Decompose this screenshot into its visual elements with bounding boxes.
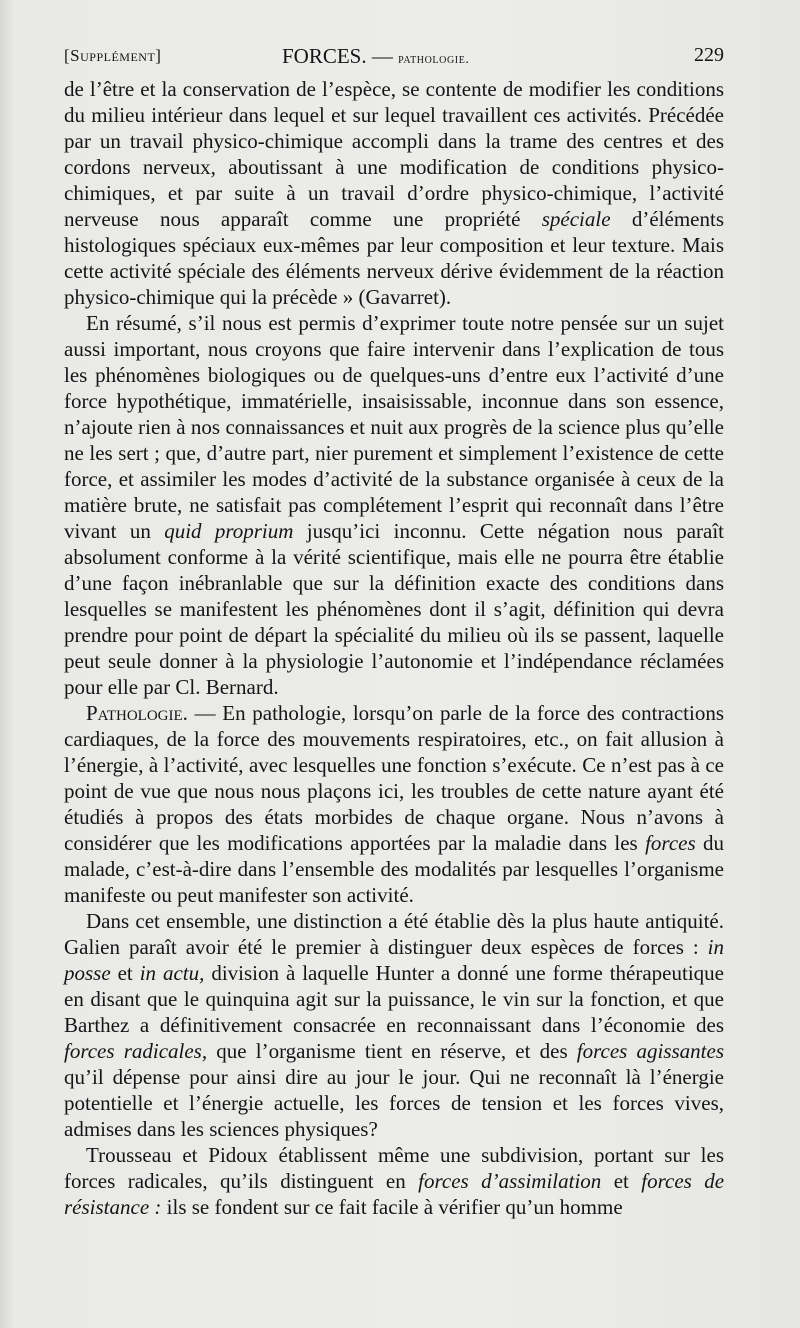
body-text xyxy=(64,76,724,1220)
p4-mid-2: division à laquelle Hunter a donné une forme thérapeutique en disant que le quinquina agit sur la puissance, le vin sur la fonction, et que Barthez a définitivement consacrée en reconnaissant dans l’économie des xyxy=(64,961,724,1037)
p1-text: de l’être et la conservation de l’espèce, se contente de modifier les conditions du milieu intérieur dans lequel et sur lequel travaillent ces activités. Précédée par un travail physico-chimique accompli dans la trame des centres et des cordons nerveux, aboutissant à une modification de conditions physico-chimiques, et par suite à un travail d’ordre physico-chimique, l’activité nerveuse nous apparaît comme une propriété xyxy=(64,77,724,231)
p5-emphasis-1: forces d’assimilation xyxy=(418,1169,602,1193)
p2-end: jusqu’ici inconnu. Cette négation nous paraît absolument conforme à la vérité scientifique, mais elle ne pourra être établie d’une façon inébranlable que sur la définition exacte des conditions dans lesquelles se manifestent les phénomènes dont il s’agit, définition qui devra prendre pour point de départ la spécialité du milieu où ils se passent, laquelle peut seule donner à la physiologie l’autonomie et l’indépendance réclamées pour elle par Cl. Bernard. xyxy=(64,519,724,699)
title-subtitle: pathologie. xyxy=(398,52,470,67)
p2-text: En résumé, s’il nous est permis d’exprimer toute notre pensée sur un sujet aussi important, nous croyons que faire intervenir dans l’explication de tous les phénomènes biologiques ou de quelques-uns d’entre eux l’activité d’une force hypothétique, immatérielle, insaisissable, inconnue dans son essence, n’ajoute rien à nos connaissances et nuit aux progrès de la science plus qu’elle ne les sert ; que, d’autre part, nier purement et simplement l’existence de cette force, et assimiler les modes d’activité de la substance organisée à ceux de la matière brute, ne satisfait pas complétement l’esprit qui reconnaît dans l’être vivant un xyxy=(64,311,724,543)
p4-emphasis-3: forces radicales, xyxy=(64,1039,208,1063)
paragraph-3 xyxy=(64,700,724,908)
p4-mid-3: que l’organisme tient en réserve, et des xyxy=(216,1039,568,1063)
p3-text: — En pathologie, lorsqu’on parle de la force des contractions cardiaques, de la force des mouvements respiratoires, etc., on fait allusion à l’énergie, à l’activité, avec lesquelles une fonction s’exécute. Ce n’est pas à ce point de vue que nous nous plaçons ici, les troubles de cette nature ayant été étudiés à propos des états morbides de chaque organe. Nous n’avons à considérer que les modifications apportées par la maladie dans les xyxy=(64,701,724,855)
paragraph-2 xyxy=(64,310,724,700)
p4-mid-1: et xyxy=(117,961,133,985)
p3-emphasis: forces xyxy=(645,831,696,855)
p5-text: Trousseau et Pidoux établissent même une subdivision, portant sur les forces radicales, qu’ils distinguent en xyxy=(64,1143,724,1193)
p4-end: qu’il dépense pour ainsi dire au jour le jour. Qui ne reconnaît là l’énergie potentielle et l’énergie actuelle, les forces de tension et les forces vives, admises dans les sciences physiques? xyxy=(64,1065,724,1141)
p3-end: du malade, c’est-à-dire dans l’ensemble des modalités par lesquelles l’organisme manifeste ou peut manifester son activité. xyxy=(64,831,725,907)
p1-end: d’éléments histologiques spéciaux eux-mêmes par leur composition et leur texture. Mais cette activité spéciale des éléments nerveux dérive évidemment de la réaction physico-chimique qui la précède » (Gavarret). xyxy=(64,207,724,309)
page-number: 229 xyxy=(694,44,724,66)
p5-emphasis-2: forces de résistance : xyxy=(64,1169,725,1219)
running-title xyxy=(282,44,470,69)
p4-emphasis-4: forces agissantes xyxy=(576,1039,724,1063)
title-dash: — xyxy=(366,44,399,68)
paragraph-4 xyxy=(64,908,724,1142)
p2-emphasis: quid proprium xyxy=(164,519,294,543)
paragraph-1 xyxy=(64,76,724,310)
p5-mid: et xyxy=(613,1169,629,1193)
p4-emphasis-1: in posse xyxy=(64,935,724,985)
section-label: [Supplément] xyxy=(64,46,162,65)
p4-emphasis-2: in actu, xyxy=(139,961,205,985)
p5-end: ils se fondent sur ce fait facile à vérifier qu’un homme xyxy=(166,1195,623,1219)
p4-text: Dans cet ensemble, une distinction a été établie dès la plus haute antiquité. Galien paraît avoir été le premier à distinguer deux espèces de forces : xyxy=(64,909,724,959)
title-main: FORCES. xyxy=(282,44,367,68)
p1-emphasis: spéciale xyxy=(541,207,611,231)
p3-heading: Pathologie. xyxy=(86,701,188,725)
paragraph-5 xyxy=(64,1142,724,1220)
running-header xyxy=(64,44,724,74)
